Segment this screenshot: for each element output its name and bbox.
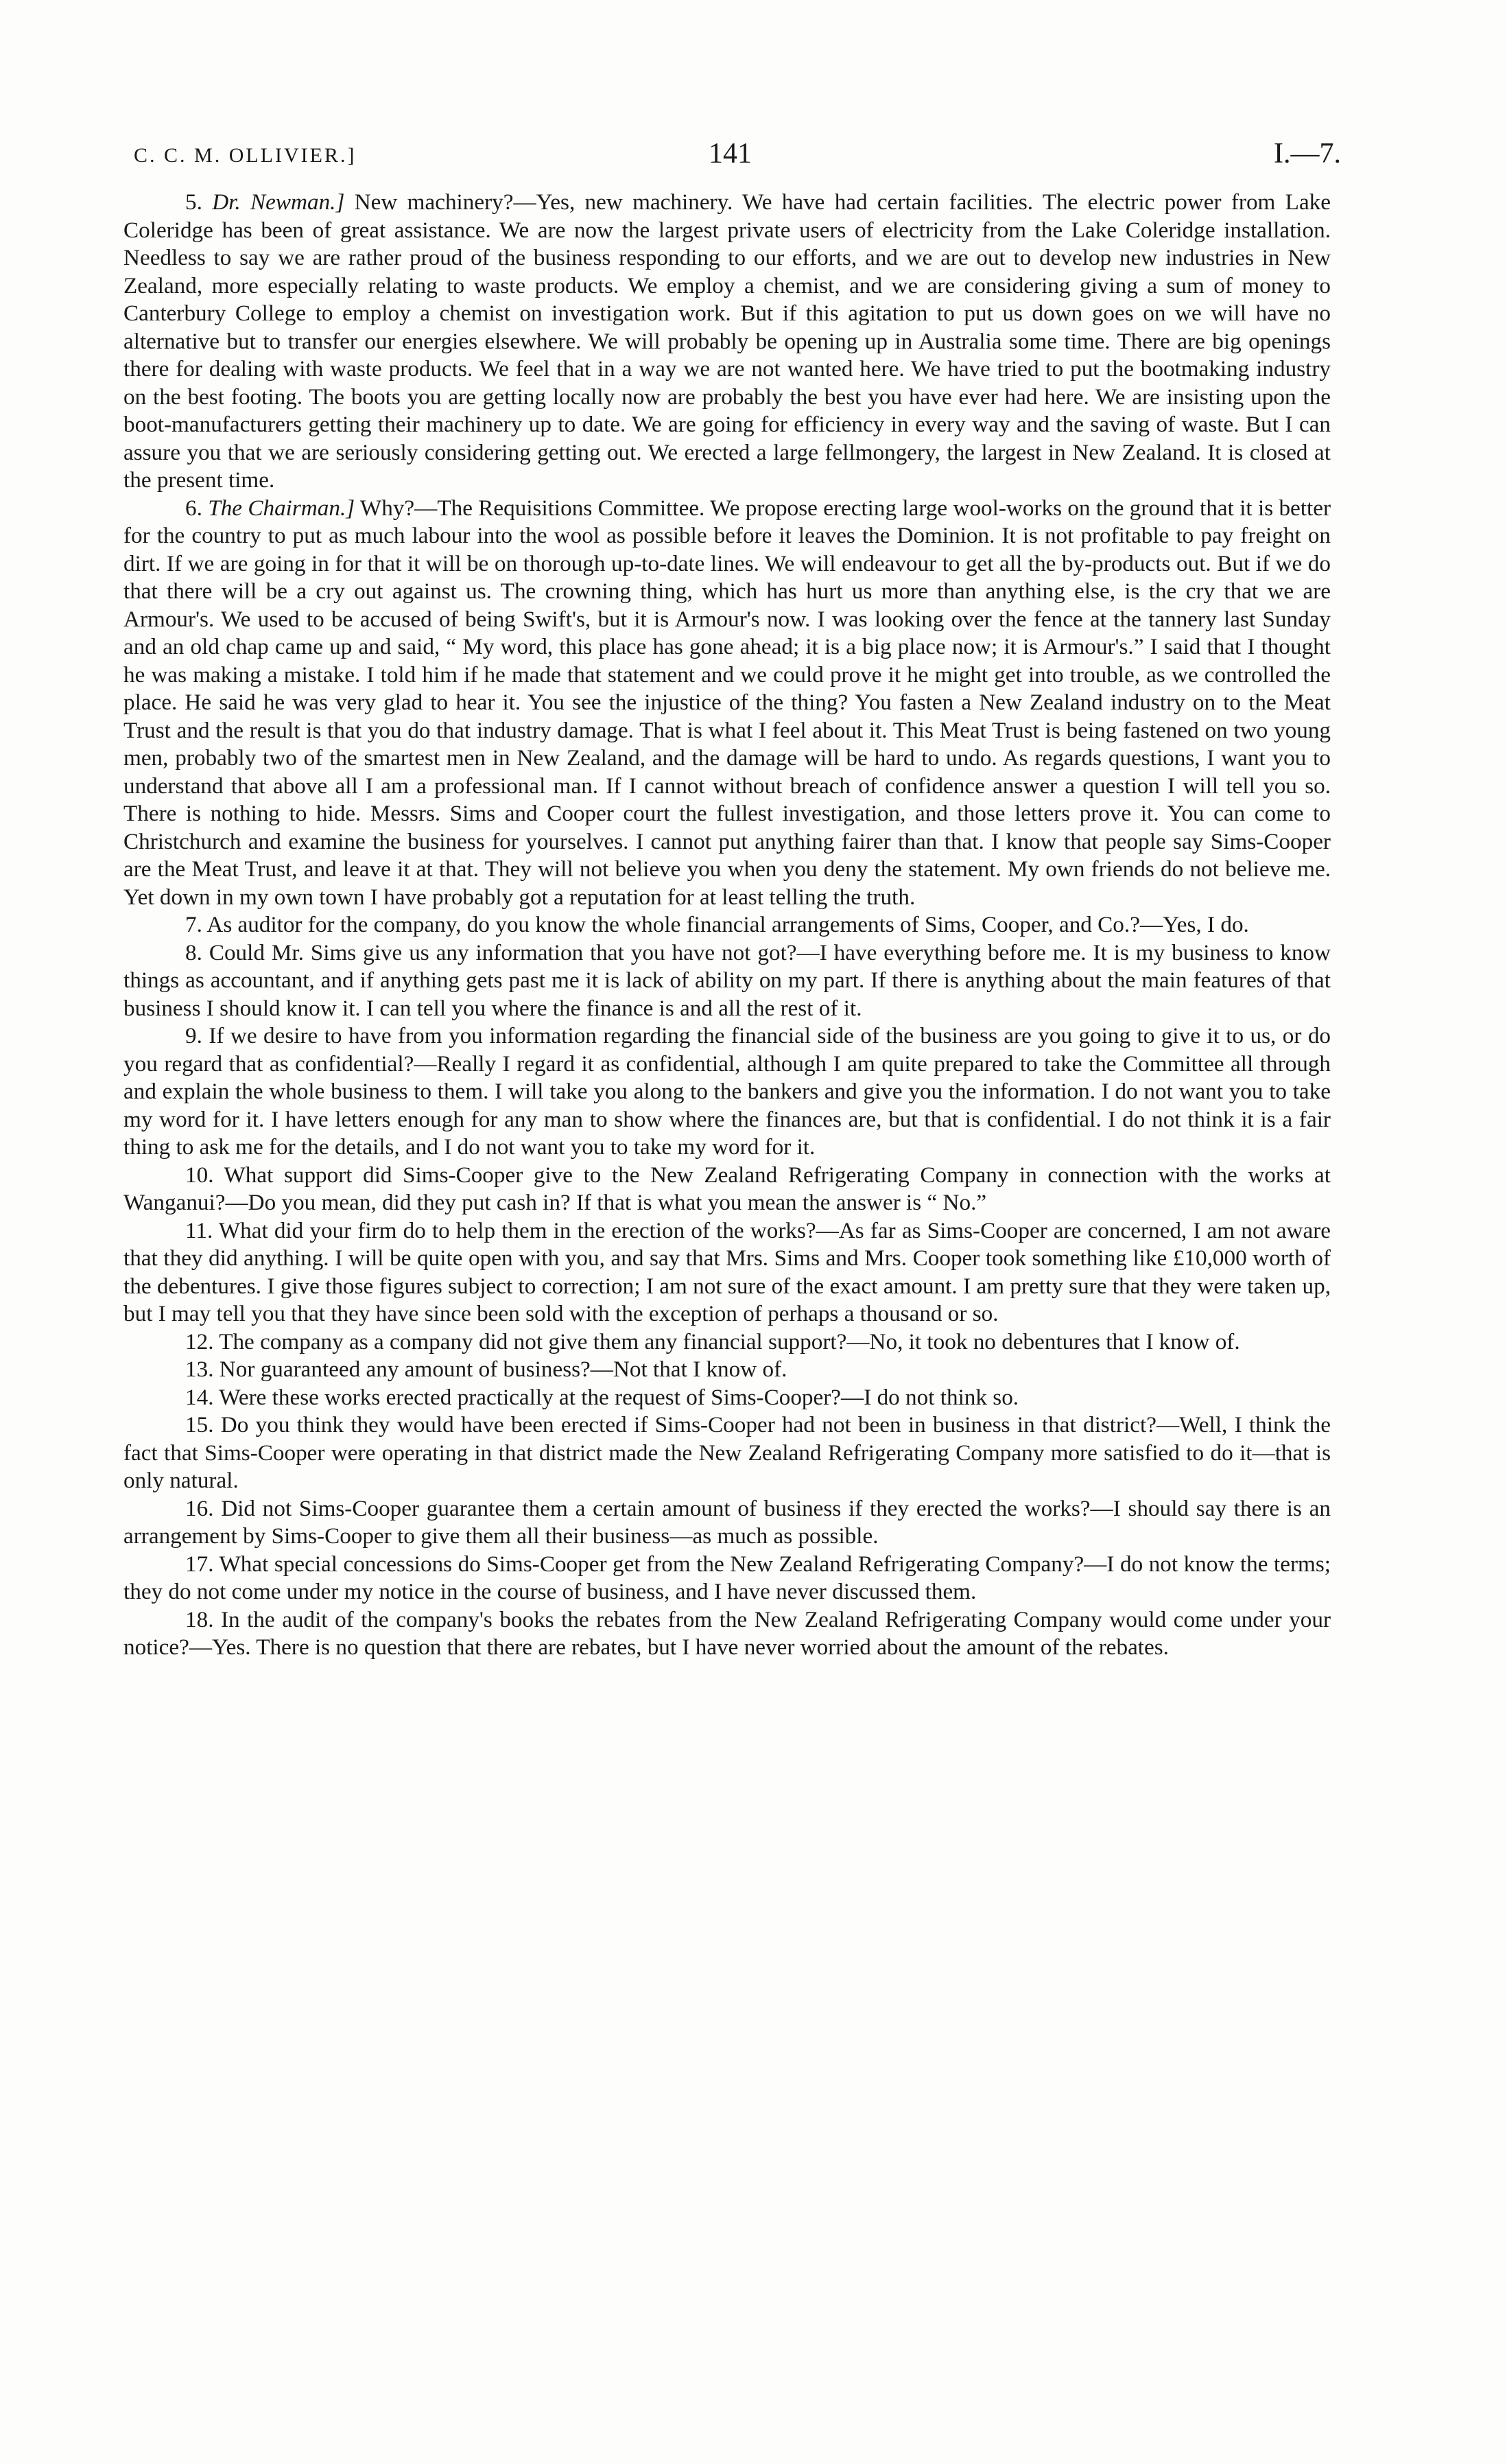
paragraph-text: Nor guaranteed any amount of business?—Not that I know of.	[219, 1357, 787, 1382]
paragraph-number: 11.	[185, 1217, 213, 1243]
paragraph	[123, 1022, 1331, 1162]
paragraph	[123, 1162, 1331, 1217]
paragraph-number: 5.	[185, 189, 202, 215]
paragraph	[123, 1606, 1331, 1662]
speaker: The Chairman.]	[208, 495, 355, 521]
paragraph-number: 8.	[185, 939, 202, 965]
paragraph-text: In the audit of the company's books the rebates from the New Zealand Refrigerating Company would come under your notice?—Yes. There is no question that there are rebates, but I have never worried about the amount of the rebates.	[123, 1606, 1331, 1660]
paragraph	[123, 189, 1331, 495]
paragraph-number: 16.	[185, 1495, 214, 1521]
paragraph	[123, 1384, 1331, 1412]
paragraph-number: 9.	[185, 1023, 202, 1048]
paragraph-text: Why?—The Requisitions Committee. We propose erecting large wool-works on the ground that it is better for the country to put as much labour into the wool as possible before it leaves the Dominion. It is not profitable to pay freight on dirt. If we are going in for that it will be on thorough up-to-date lines. We will endeavour to get all the by-products out. But if we do that there will be a cry out against us. The crowning thing, which has hurt us more than anything else, is the cry that we are Armour's. We used to be accused of being Swift's, but it is Armour's now. I was looking over the fence at the tannery last Sunday and an old chap came up and said, “ My word, this place has gone ahead; it is a big place now; it is Armour's.” I said that I thought he was making a mistake. I told him if he made that statement and we could prove it he might get into trouble, as we controlled the place. He said he was very glad to hear it. You see the injustice of the thing? You fasten a New Zealand industry on to the Meat Trust and the result is that you do that industry damage. That is what I feel about it. This Meat Trust is being fastened on two young men, probably two of the smartest men in New Zealand, and the damage will be hard to undo. As regards questions, I want you to understand that above all I am a professional man. If I cannot without breach of confidence answer a question I will tell you so. There is nothing to hide. Messrs. Sims and Cooper court the fullest investigation, and those letters prove it. You can come to Christchurch and examine the business for yourselves. I cannot put anything fairer than that. I know that people say Sims-Cooper are the Meat Trust, and leave it at that. They will not believe you when you deny the statement. My own friends do not believe me. Yet down in my own town I have probably got a reputation for at least telling the truth.	[123, 495, 1331, 910]
paragraph	[123, 1328, 1331, 1357]
paragraph-number: 7.	[185, 912, 202, 937]
speaker: Dr. Newman.]	[212, 189, 345, 215]
page-header	[134, 137, 1341, 178]
page-number: 141	[709, 138, 752, 169]
paragraph-number: 10.	[185, 1162, 214, 1188]
paragraph-number: 15.	[185, 1412, 214, 1438]
header-witness-name: C. C. M. OLLIVIER.]	[134, 144, 357, 167]
paragraph-number: 17.	[185, 1551, 214, 1577]
paragraph-text: As auditor for the company, do you know the whole financial arrangements of Sims, Cooper, and Co.?—Yes, I do.	[206, 912, 1249, 937]
paragraph	[123, 911, 1331, 939]
paragraph	[123, 1551, 1331, 1606]
paragraph-text: What support did Sims-Cooper give to the New Zealand Refrigerating Company in connection with the works at Wanganui?—Do you mean, did they put cash in? If that is what you mean the answer is “ No.”	[123, 1162, 1331, 1215]
paragraph-number: 18.	[185, 1606, 214, 1632]
paragraph	[123, 495, 1331, 912]
paragraph-text: New machinery?—Yes, new machinery. We have had certain facilities. The electric power from Lake Coleridge has been of great assistance. We are now the largest private users of electricity from the Lake Coleridge installation. Needless to say we are rather proud of the business responding to our efforts, and we are out to develop new industries in New Zealand, more especially relating to waste products. We employ a chemist, and we are considering giving a sum of money to Canterbury College to employ a chemist on investigation work. But if this agitation to put us down goes on we will have no alternative but to transfer our energies elsewhere. We will probably be opening up in Australia some time. There are big openings there for dealing with waste products. We feel that in a way we are not wanted here. We have tried to put the bootmaking industry on the best footing. The boots you are getting locally now are probably the best you have ever had here. We are insisting upon the boot-manufacturers getting their machinery up to date. We are going for efficiency in every way and the saving of waste. But I can assure you that we are seriously considering getting out. We erected a large fellmongery, the largest in New Zealand. It is closed at the present time.	[123, 189, 1331, 493]
paragraph	[123, 1356, 1331, 1384]
paragraph	[123, 1495, 1331, 1551]
paragraph	[123, 1411, 1331, 1495]
document-body	[123, 189, 1331, 1662]
paragraph-text: Were these works erected practically at the request of Sims-Cooper?—I do not think so.	[219, 1384, 1019, 1410]
paragraph-number: 6.	[185, 495, 202, 521]
paragraph-text: The company as a company did not give them any financial support?—No, it took no debentures that I know of.	[219, 1328, 1240, 1354]
paragraph-text: Do you think they would have been erected if Sims-Cooper had not been in business in that district?—Well, I think the fact that Sims-Cooper were operating in that district made the New Zealand Refrigerating Company more satisfied to do it—that is only natural.	[123, 1412, 1331, 1493]
paragraph-text: What special concessions do Sims-Cooper get from the New Zealand Refrigerating Company?—I do not know the terms; they do not come under my notice in the course of business, and I have never discussed them.	[123, 1551, 1331, 1604]
paragraph-text: Did not Sims-Cooper guarantee them a certain amount of business if they erected the works?—I should say there is an arrangement by Sims-Cooper to give them all their business—as much as possible.	[123, 1495, 1331, 1549]
paragraph	[123, 1217, 1331, 1328]
paragraph-text: What did your firm do to help them in the erection of the works?—As far as Sims-Cooper are concerned, I am not aware that they did anything. I will be quite open with you, and say that Mrs. Sims and Mrs. Cooper took something like £10,000 worth of the debentures. I give those figures subject to correction; I am not sure of the exact amount. I am pretty sure that they were taken up, but I may tell you that they have since been sold with the exception of perhaps a thousand or so.	[123, 1217, 1331, 1326]
paragraph-text: If we desire to have from you information regarding the financial side of the business are you going to give it to us, or do you regard that as confidential?—Really I regard it as confidential, although I am quite prepared to take the Committee all through and explain the whole business to them. I will take you along to the bankers and give you the information. I do not want you to take my word for it. I have letters enough for any man to show where the finances are, but that is confidential. I do not think it is a fair thing to ask me for the details, and I do not want you to take my word for it.	[123, 1023, 1331, 1160]
paragraph-number: 14.	[185, 1384, 214, 1410]
paragraph-text: Could Mr. Sims give us any information that you have not got?—I have everything before me. It is my business to know things as accountant, and if anything gets past me it is lack of ability on my part. If there is anything about the main features of that business I should know it. I can tell you where the finance is and all the rest of it.	[123, 939, 1331, 1021]
paragraph-number: 13.	[185, 1357, 214, 1382]
paragraph-number: 12.	[185, 1328, 214, 1354]
paper-reference: I.—7.	[1274, 138, 1341, 169]
paragraph	[123, 939, 1331, 1023]
